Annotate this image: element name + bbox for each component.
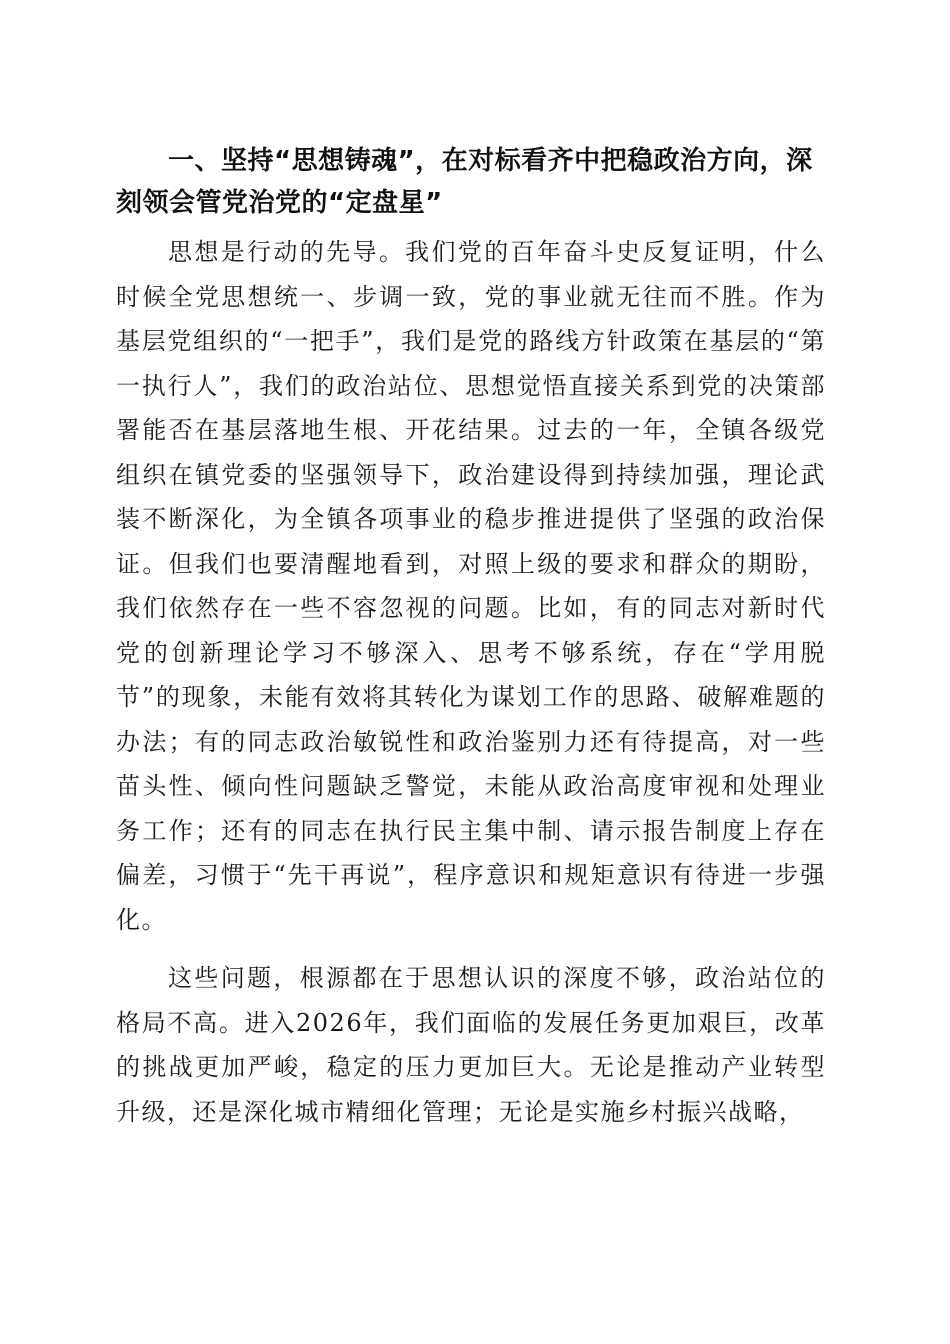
document-body <box>116 140 826 1148</box>
body-paragraph-1: 思想是行动的先导。我们党的百年奋斗史反复证明，什么时候全党思想统一、步调一致，党的事业就无往而不胜。作为基层党组织的“一把手”，我们是党的路线方针政策在基层的“第一执行人”，我们的政治站位、思想觉悟直接关系到党的决策部署能否在基层落地生根、开花结果。过去的一年，全镇各级党组织在镇党委的坚强领导下，政治建设得到持续加强，理论武装不断深化，为全镇各项事业的稳步推进提供了坚强的政治保证。但我们也要清醒地看到，对照上级的要求和群众的期盼，我们依然存在一些不容忽视的问题。比如，有的同志对新时代党的创新理论学习不够深入、思考不够系统，存在“学用脱节”的现象，未能有效将其转化为谋划工作的思路、破解难题的办法；有的同志政治敏锐性和政治鉴别力还有待提高，对一些苗头性、倾向性问题缺乏警觉，未能从政治高度审视和处理业务工作；还有的同志在执行民主集中制、请示报告制度上存在偏差，习惯于“先干再说”，程序意识和规矩意识有待进一步强化。 <box>116 238 826 934</box>
section-heading: 一、坚持“思想铸魂”，在对标看齐中把稳政治方向，深刻领会管党治党的“定盘星” <box>116 146 813 218</box>
body-paragraph-2: 这些问题，根源都在于思想认识的深度不够，政治站位的格局不高。进入2026年，我们面临的发展任务更加艰巨，改革的挑战更加严峻，稳定的压力更加巨大。无论是推动产业转型升级，还是深化城市精细化管理；无论是实施乡村振兴战略， <box>116 964 826 1126</box>
